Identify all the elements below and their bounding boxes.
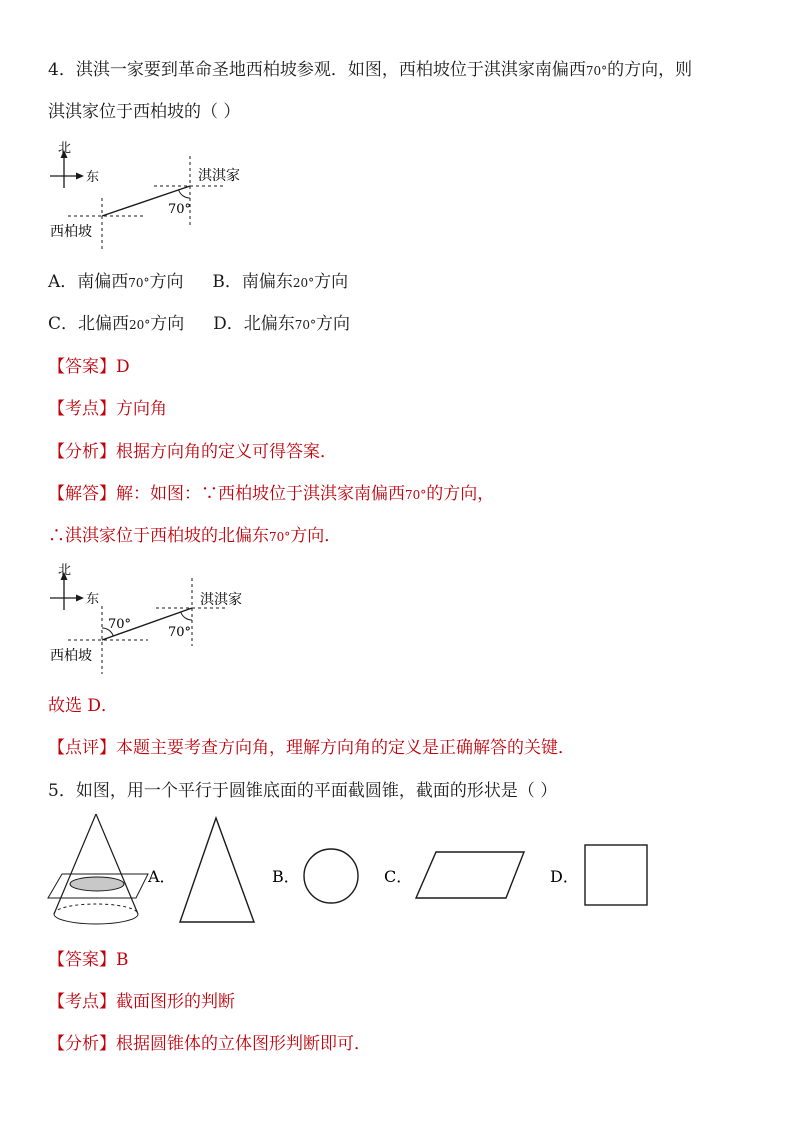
option-d: D．北偏东70°方向 bbox=[213, 314, 351, 334]
q5-stem: 5．如图，用一个平行于圆锥底面的平面截圆锥，截面的形状是（ ） bbox=[48, 781, 558, 801]
q4-direction-figure bbox=[44, 138, 264, 258]
circle-shape bbox=[304, 849, 358, 903]
q4-options-row1 bbox=[48, 270, 348, 295]
q5-analysis: 【分析】根据圆锥体的立体图形判断即可． bbox=[48, 1034, 371, 1054]
option-c: C．北偏西20°方向 bbox=[48, 314, 185, 334]
q4-stem-angle: 70° bbox=[585, 64, 608, 78]
cone-with-plane bbox=[48, 814, 148, 924]
angle-label-right: 70° bbox=[168, 625, 192, 640]
q4-therefore: ∴淇淇家位于西柏坡的北偏东70°方向． bbox=[48, 526, 342, 546]
triangle-shape bbox=[180, 818, 254, 922]
east-arrow-head bbox=[76, 173, 84, 180]
q4-analysis: 【分析】根据方向角的定义可得答案． bbox=[48, 442, 337, 462]
option-a: A．南偏西70°方向 bbox=[48, 272, 184, 292]
q5-answer: 【答案】B bbox=[48, 950, 129, 970]
home-label: 淇淇家 bbox=[198, 168, 240, 184]
q4-choose: 故选 D． bbox=[48, 696, 119, 716]
q5-figures bbox=[44, 810, 664, 935]
q5-point: 【考点】截面图形的判断 bbox=[48, 992, 235, 1012]
q5-option-a-label: A． bbox=[148, 867, 176, 886]
q4-solution: 【解答】解：如图：∵西柏坡位于淇淇家南偏西70°的方向， bbox=[48, 484, 495, 504]
north-label: 北 bbox=[58, 141, 72, 156]
parallelogram-shape bbox=[416, 852, 524, 898]
q4-stem-part2: 的方向，则 bbox=[607, 60, 693, 80]
q4-point: 【考点】方向角 bbox=[48, 399, 167, 419]
q4-options-row2 bbox=[48, 312, 350, 337]
place-label: 西柏坡 bbox=[50, 224, 92, 240]
square-shape bbox=[585, 845, 647, 905]
q5-option-d-label: D． bbox=[550, 867, 579, 886]
q4-stem-line2: 淇淇家位于西柏坡的（ ） bbox=[48, 102, 241, 122]
option-b: B．南偏东20°方向 bbox=[212, 272, 349, 292]
q4-answer: 【答案】D bbox=[48, 357, 130, 377]
q4-solution-figure bbox=[44, 560, 264, 680]
east-label: 东 bbox=[86, 170, 100, 185]
north-label-2: 北 bbox=[58, 563, 72, 578]
angle-label-left: 70° bbox=[108, 617, 132, 632]
angle-label: 70° bbox=[168, 202, 192, 217]
q5-option-b-label: B． bbox=[272, 867, 300, 886]
place-label-2: 西柏坡 bbox=[50, 648, 92, 664]
home-label-2: 淇淇家 bbox=[200, 592, 242, 608]
q4-stem-line1 bbox=[48, 58, 692, 83]
east-label-2: 东 bbox=[86, 592, 100, 607]
q4-comment: 【点评】本题主要考查方向角，理解方向角的定义是正确解答的关键． bbox=[48, 738, 575, 758]
q4-stem-part1: 4．淇淇一家要到革命圣地西柏坡参观．如图，西柏坡位于淇淇家南偏西 bbox=[48, 60, 586, 80]
q5-option-c-label: C． bbox=[384, 867, 413, 886]
